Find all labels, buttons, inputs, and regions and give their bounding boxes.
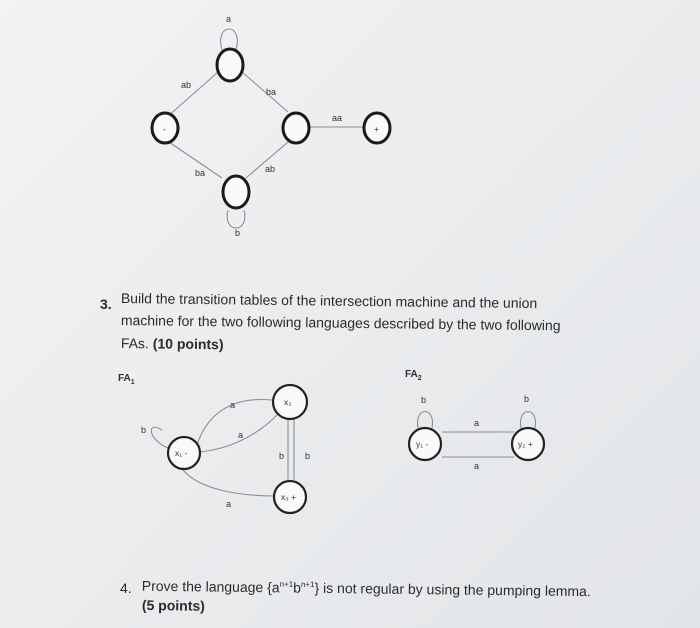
- fa1-label-x2-to-x3-right: b: [305, 451, 311, 461]
- question-4-sup-1: n+1: [279, 579, 294, 589]
- fa1-title-sub: 1: [130, 379, 135, 386]
- fa1-label-x2-to-x3-left: b: [279, 451, 285, 461]
- fa2-label-loop-y1: b: [421, 395, 427, 405]
- question-3-number: 3.: [100, 296, 112, 312]
- fa1-state-x3-label: x₃ +: [281, 492, 297, 502]
- label-start-to-bottom: ba: [195, 168, 206, 178]
- fa2-title-sub: 2: [417, 375, 422, 382]
- label-start-to-top: ab: [181, 80, 192, 90]
- question-4-number: 4.: [120, 580, 132, 596]
- fa1-title-text: FA: [118, 373, 131, 384]
- fa1-edge-x1-to-x3: [183, 470, 276, 496]
- label-loop-top: a: [226, 14, 232, 24]
- edge-start-to-bottom: [166, 140, 222, 178]
- question-4-sup-2: n+1: [300, 579, 315, 590]
- fa1-state-x1-label: x₁ -: [175, 448, 188, 458]
- edge-top-to-mid: [242, 72, 288, 112]
- fa1-label-x1-to-x3: a: [226, 499, 232, 509]
- fa2-loop-y2: [521, 412, 536, 429]
- state-top: [217, 49, 243, 81]
- label-top-to-mid: ba: [266, 87, 277, 97]
- question-4-text-mid: b: [293, 579, 302, 596]
- fa2-title: [405, 369, 422, 382]
- fa2-loop-y1: [418, 412, 433, 429]
- fa2-title-text: FA: [405, 369, 418, 380]
- question-4-text-suffix: } is not regular by using the pumping lemma.: [314, 579, 591, 600]
- question-3-points: (10 points): [152, 335, 224, 353]
- question-3-line-1: Build the transition tables of the intersection machine and the union: [120, 289, 538, 312]
- label-mid-to-final: aa: [332, 113, 343, 123]
- loop-bottom: [227, 210, 245, 228]
- fa2-state-y2-label: y₂ +: [518, 439, 533, 449]
- fa1-state-x2-label: x₂: [284, 397, 292, 407]
- question-3-line-2: machine for the two following languages described by the two following: [120, 311, 561, 334]
- fa1-title: [118, 373, 135, 386]
- state-middle: [283, 113, 309, 143]
- fa1-label-x1-to-x2-lower: a: [238, 430, 244, 440]
- fa1-label-x1-to-x2-upper: a: [230, 400, 236, 410]
- fa1-loop-x1: [151, 427, 168, 448]
- question-3-line-3: [121, 333, 224, 355]
- state-final-label: +: [374, 124, 379, 134]
- edge-start-to-top: [166, 72, 218, 118]
- loop-top: [221, 29, 238, 50]
- fa1-label-loop-x1: b: [141, 425, 147, 435]
- fa2-label-loop-y2: b: [524, 394, 530, 404]
- question-4-points: (5 points): [141, 596, 205, 614]
- label-loop-bottom: b: [235, 228, 241, 238]
- fa2-label-y1-to-y2: a: [474, 418, 480, 428]
- label-bottom-to-mid: ab: [265, 164, 276, 174]
- fa2-state-y1-label: y₁ -: [416, 439, 429, 449]
- question-3-line-3-prefix: FAs.: [120, 334, 153, 352]
- state-bottom: [223, 176, 249, 208]
- question-4-text-prefix: Prove the language {a: [141, 577, 280, 596]
- state-start-label: -: [163, 124, 166, 134]
- fa2-label-y2-to-y1: a: [474, 461, 480, 471]
